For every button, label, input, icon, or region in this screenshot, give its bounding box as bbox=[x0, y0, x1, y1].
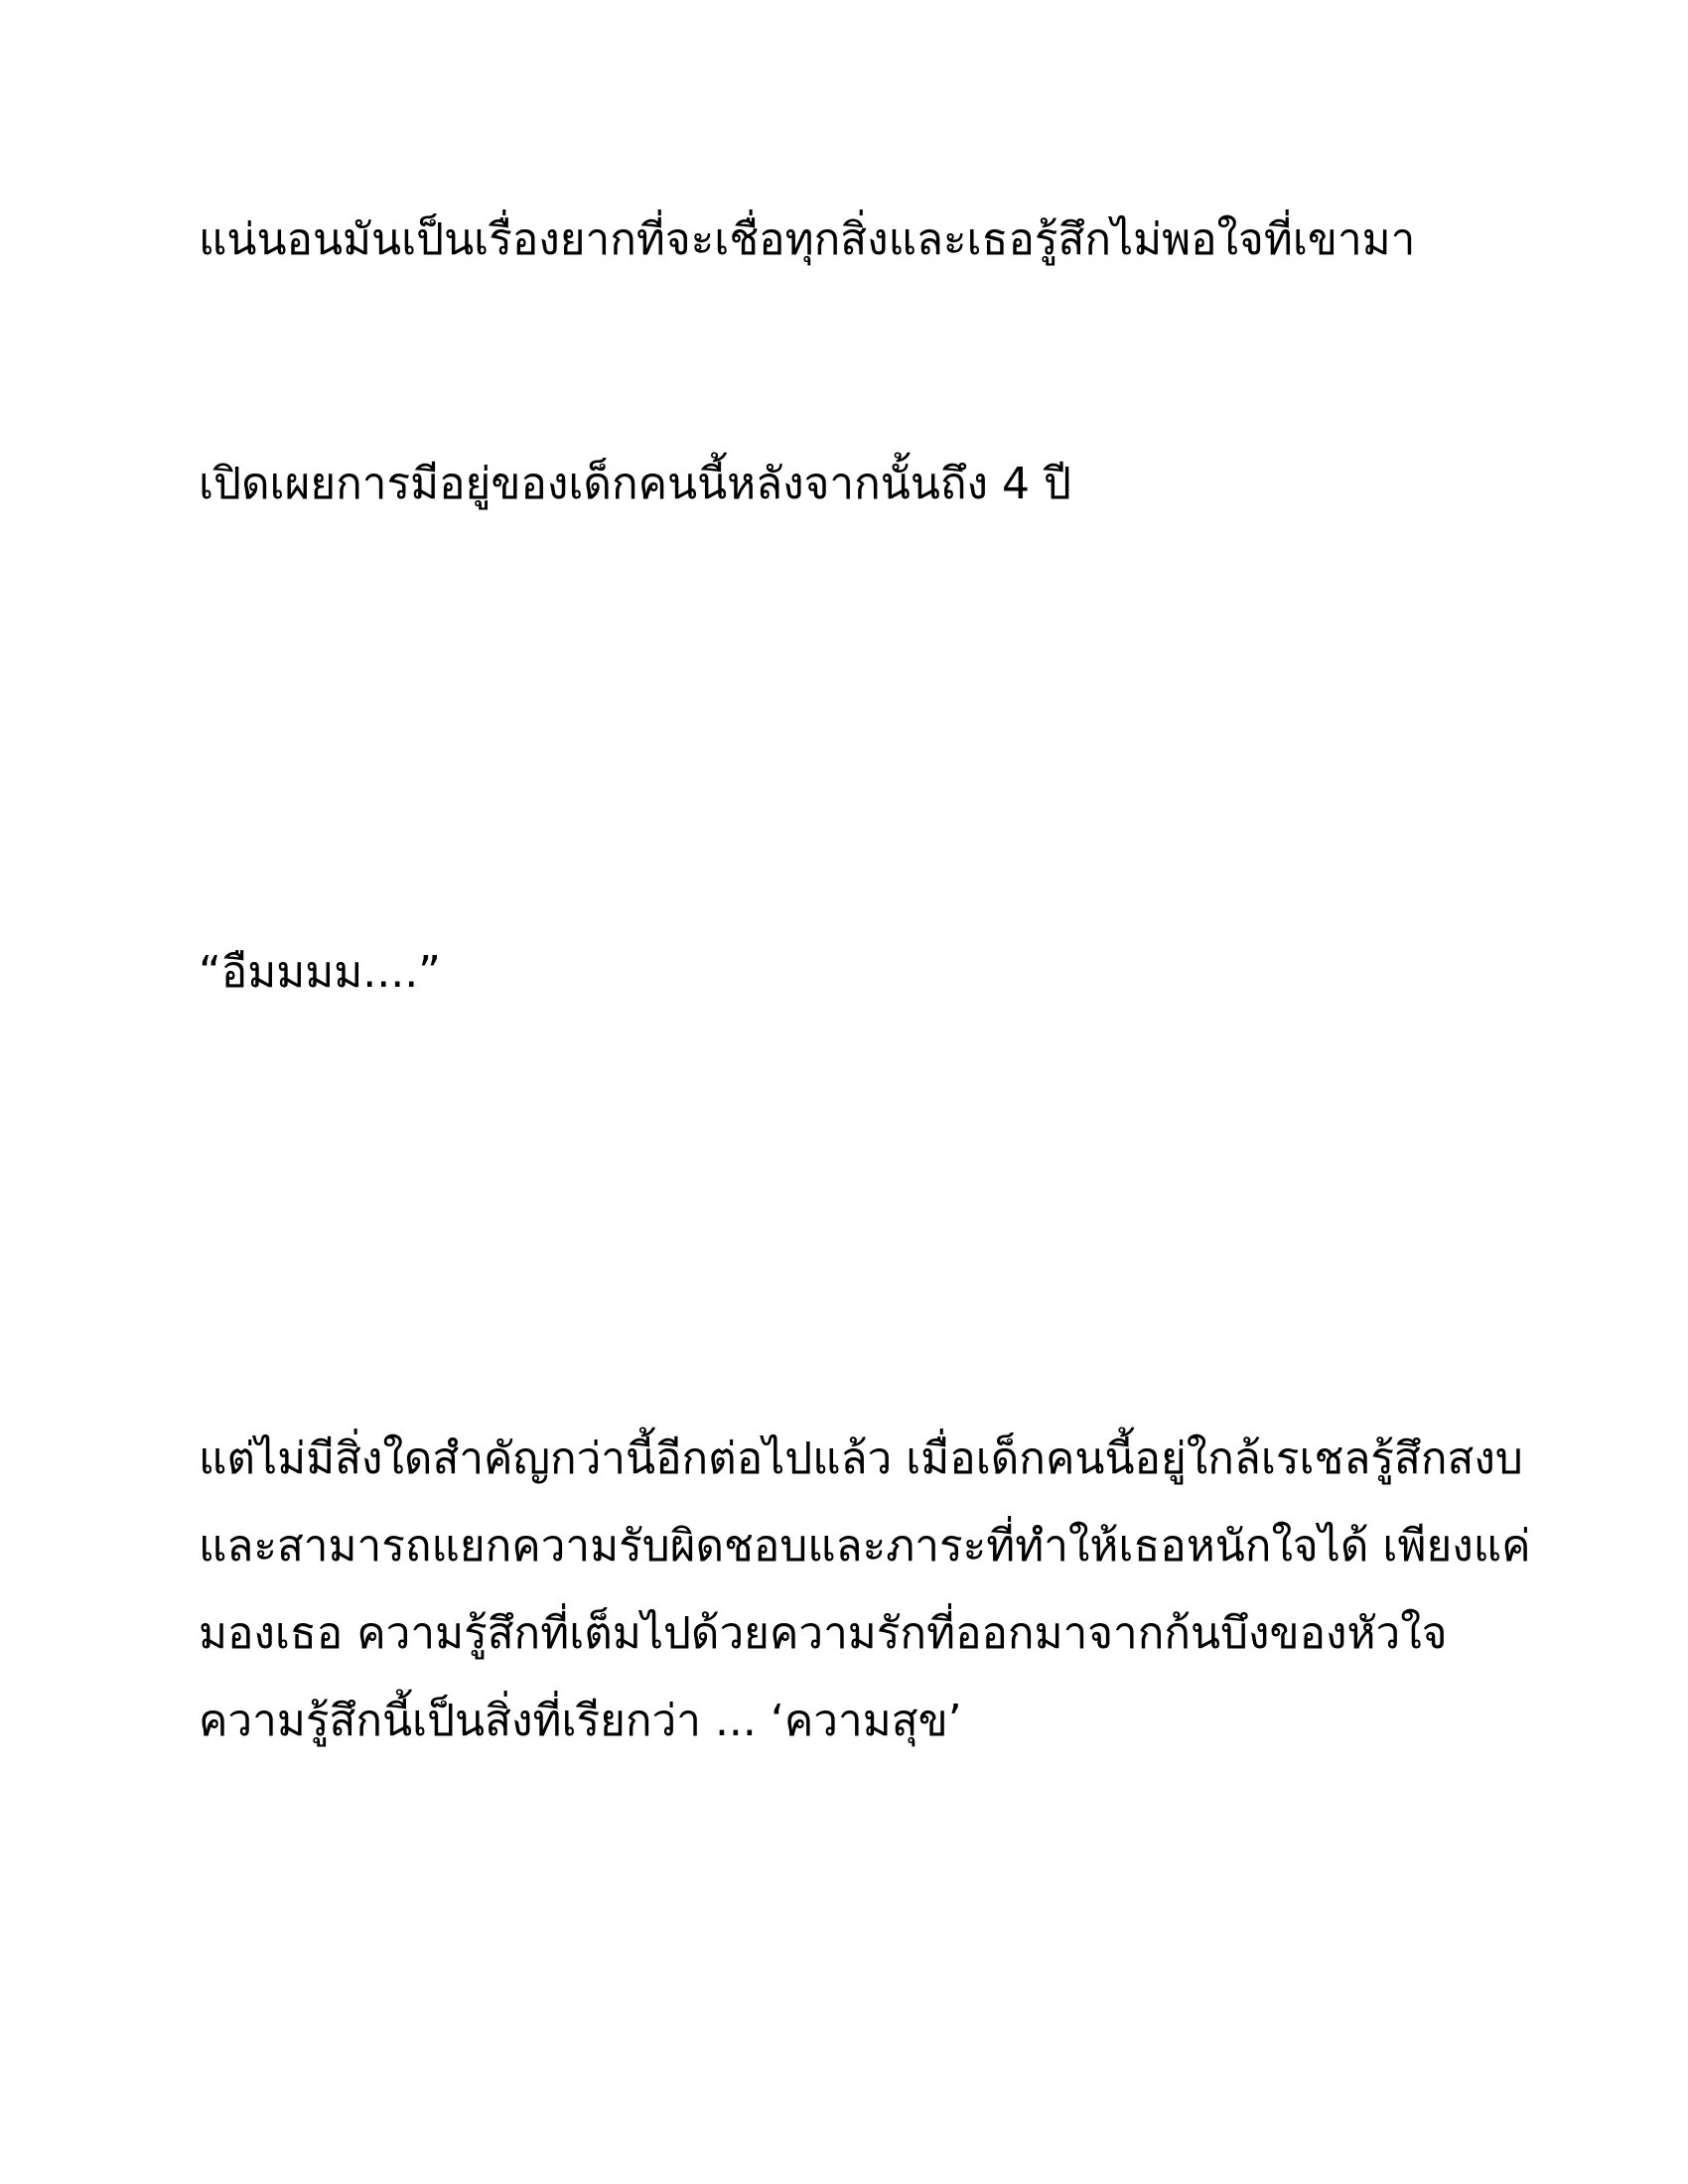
final-paragraph-line-2: และสามารถแยกความรับผิดชอบและภาระที่ทำให้เธอหนักใจได้ เพียงแค่ bbox=[199, 1521, 1531, 1571]
final-paragraph-line-3: มองเธอ ความรู้สึกที่เต็มไปด้วยความรักที่ออกมาจากก้นบึงของหัวใจ bbox=[199, 1608, 1448, 1659]
dialogue-line: “อืมมมม....” bbox=[199, 947, 441, 998]
paragraph-line-2: เปิดเผยการมีอยู่ของเด็กคนนี้หลังจากนั้นถึง 4 ปี bbox=[199, 459, 1071, 509]
final-paragraph-line-4: ความรู้สึกนี้เป็นสิ่งที่เรียกว่า ... ‘ความสุข’ bbox=[199, 1696, 962, 1746]
paragraph-line-1: แน่นอนมันเป็นเรื่องยากที่จะเชื่อทุกสิ่งและเธอรู้สึกไม่พอใจที่เขามา bbox=[199, 214, 1416, 265]
final-paragraph-line-1: แต่ไม่มีสิ่งใดสำคัญกว่านี้อีกต่อไปแล้ว เมื่อเด็กคนนี้อยู่ใกล้เรเชลรู้สึกสงบ bbox=[199, 1433, 1523, 1484]
